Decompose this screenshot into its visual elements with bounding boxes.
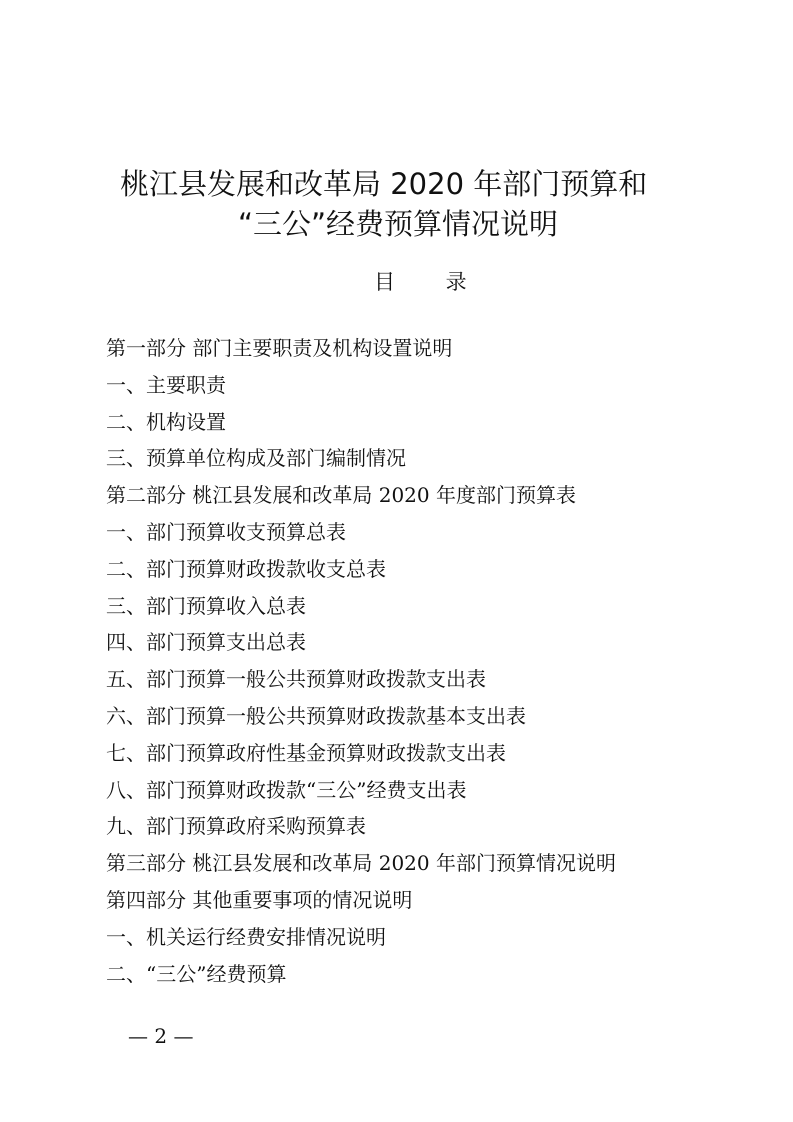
toc-item: 二、部门预算财政拨款收支总表 [106,556,386,581]
toc-item: 三、部门预算收入总表 [106,593,306,618]
toc-item: 六、部门预算一般公共预算财政拨款基本支出表 [106,703,526,728]
table-of-contents-heading: 目 录 [374,270,489,294]
toc-part-1: 第一部分 部门主要职责及机构设置说明 [106,336,453,360]
toc-part-3: 第三部分 桃江县发展和改革局 2020 年部门预算情况说明 [106,851,616,876]
toc-item: 二、机构设置 [106,409,226,434]
table-of-contents [106,330,726,992]
toc-part-2: 第二部分 桃江县发展和改革局 2020 年度部门预算表 [106,483,576,508]
toc-item: 五、部门预算一般公共预算财政拨款支出表 [106,667,486,692]
toc-item: 七、部门预算政府性基金预算财政拨款支出表 [106,740,506,765]
toc-item: 二、“三公”经费预算 [106,961,287,986]
page-number: — 2 — [128,1024,194,1048]
toc-item: 一、部门预算收支预算总表 [106,519,346,544]
toc-item: 一、机关运行经费安排情况说明 [106,924,386,949]
toc-item: 八、部门预算财政拨款“三公”经费支出表 [106,777,467,802]
document-title-line-1: 桃江县发展和改革局 2020 年部门预算和 [120,167,648,201]
toc-item: 三、预算单位构成及部门编制情况 [106,446,406,471]
toc-item: 四、部门预算支出总表 [106,630,306,655]
toc-item: 一、主要职责 [106,372,226,397]
toc-item: 九、部门预算政府采购预算表 [106,814,366,839]
toc-part-4: 第四部分 其他重要事项的情况说明 [106,887,413,912]
document-title-line-2: “三公”经费预算情况说明 [238,207,559,241]
